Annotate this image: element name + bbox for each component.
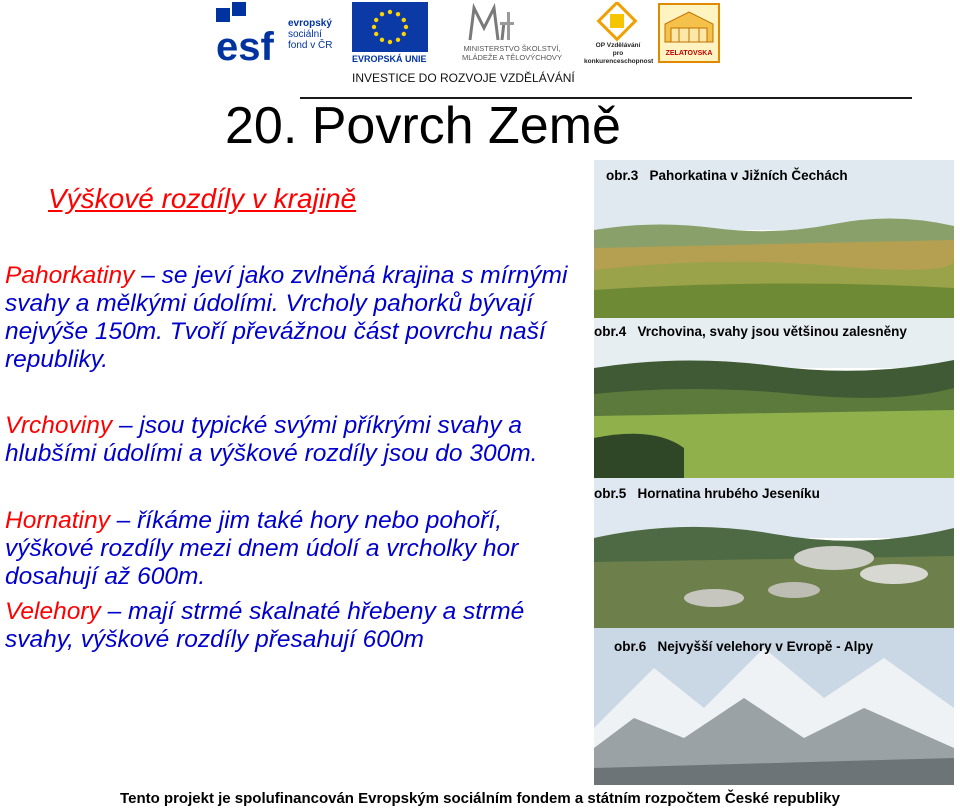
esf-logo xyxy=(214,2,349,64)
op-line-2: pro konkurenceschopnost xyxy=(584,50,654,65)
caption-obr4 xyxy=(594,324,907,339)
school-label: ŽELATOVSKÁ xyxy=(665,50,713,57)
op-logo-icon xyxy=(584,2,652,42)
term-hornatiny: Hornatiny xyxy=(5,507,110,534)
term-velehory: Velehory xyxy=(5,598,101,625)
term-vrchoviny: Vrchoviny xyxy=(5,412,113,439)
msmt-line-2: MLÁDEŽE A TĚLOVÝCHOVY xyxy=(462,53,562,62)
header-slogan: INVESTICE DO ROZVOJE VZDĚLÁVÁNÍ xyxy=(352,71,575,85)
photo-vrchovina xyxy=(594,318,954,478)
caption-obr6-number: obr.6 xyxy=(614,639,647,654)
term-pahorkatiny: Pahorkatiny xyxy=(5,262,135,289)
eu-logo xyxy=(352,2,430,64)
msmt-line-1: MINISTERSTVO ŠKOLSTVÍ, xyxy=(463,44,561,53)
svg-text:esf: esf xyxy=(216,25,274,64)
op-line-1: OP Vzdělávání xyxy=(595,42,641,49)
eu-label: EVROPSKÁ UNIE xyxy=(352,54,427,64)
caption-obr3-text: Pahorkatina v Jižních Čechách xyxy=(649,168,848,183)
text-pahorkatiny: – se jeví jako zvlněná krajina s mírnými svahy a mělkými údolími. Vrcholy pahorků bývají nejvýše 150m. Tvoří převážnou část povrchu naší republiky. xyxy=(5,262,568,373)
paragraph-pahorkatiny xyxy=(5,262,590,374)
caption-obr4-number: obr.4 xyxy=(594,324,627,339)
caption-obr6-text: Nejvyšší velehory v Evropě - Alpy xyxy=(657,639,874,654)
text-vrchoviny: – jsou typické svými příkrými svahy a hlubšími údolími a výškové rozdíly jsou do 300m. xyxy=(5,412,538,467)
page-title: 20. Povrch Země xyxy=(225,97,621,155)
hill-landscape-image xyxy=(594,160,954,318)
paragraph-vrchoviny xyxy=(5,412,590,468)
caption-obr6 xyxy=(614,639,873,654)
esf-line-3: fond v ČR xyxy=(288,40,333,51)
photo-pahorkatina xyxy=(594,160,954,318)
esf-line-1: evropský xyxy=(288,18,332,29)
caption-obr5-text: Hornatina hrubého Jeseníku xyxy=(637,486,820,501)
upland-landscape-image xyxy=(594,318,954,478)
eu-flag-icon xyxy=(352,2,428,52)
paragraph-velehory xyxy=(5,598,590,654)
msmt-emblem-icon xyxy=(432,2,592,46)
caption-obr3 xyxy=(606,168,848,183)
msmt-logo xyxy=(432,2,592,64)
page-subtitle: Výškové rozdíly v krajině xyxy=(48,183,357,214)
caption-obr5-number: obr.5 xyxy=(594,486,627,501)
paragraph-hornatiny xyxy=(5,507,590,591)
caption-obr5 xyxy=(594,486,820,501)
text-hornatiny: – říkáme jim také hory nebo pohoří, výškové rozdíly mezi dnem údolí a vrcholky hor dosahují až 600m. xyxy=(5,507,519,590)
photo-column xyxy=(594,160,954,785)
text-velehory: – mají strmé skalnaté hřebeny a strmé svahy, výškové rozdíly přesahují 600m xyxy=(5,598,525,653)
esf-line-2: sociální xyxy=(288,29,322,40)
op-logo xyxy=(584,2,652,64)
caption-obr3-number: obr.3 xyxy=(606,168,639,183)
caption-obr4-text: Vrchovina, svahy jsou většinou zalesněny xyxy=(637,324,907,339)
school-logo xyxy=(657,2,721,64)
footer-note: Tento projekt je spolufinancován Evropským sociálním fondem a státním rozpočtem České republiky xyxy=(120,790,840,807)
